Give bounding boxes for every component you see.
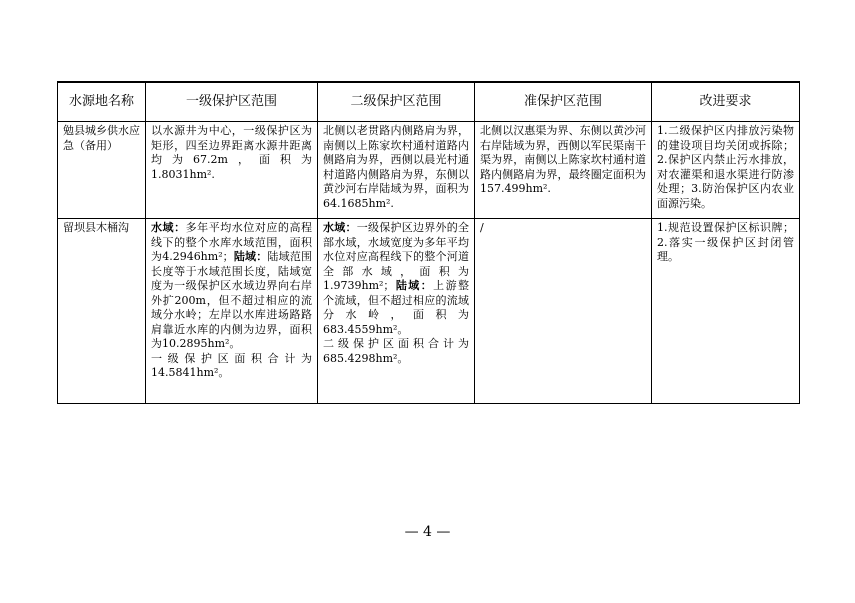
cell-source-name: 留坝县木桶沟 (58, 219, 146, 404)
cell-level2-range: 北侧以老贯路内侧路肩为界，南侧以上陈家坎村通村道路内侧路肩为界，西侧以晨光村通村道路内侧路肩为界，东侧以黄沙河右岸陆域为界，面积为64.1685hm². (318, 122, 475, 219)
level1-water-text: 水域：多年平均水位对应的高程线下的整个水库水域范围，面积为4.2946hm²；陆域：陆域范围长度等于水域范围长度，陆域宽度为一级保护区水域边界向右岸外扩200m，但不超过相应的流域分水岭；左岸以水库进场路路肩靠近水库的内侧为边界，面积为10.2895hm²。 (151, 221, 313, 350)
cell-level1-range: 以水源井为中心，一级保护区为矩形，四至边界距离水源井距离均为67.2m，面积为1.8031hm². (146, 122, 318, 219)
cell-quasi-range: 北侧以汉惠渠为界、东侧以黄沙河右岸陆域为界，西侧以军民渠南干渠为界，南侧以上陈家坎村通村道路内侧路肩为界，最终圈定面积为157.499hm². (475, 122, 652, 219)
level1-total: 一级保护区面积合计为14.5841hm²。 (151, 351, 312, 379)
level1-land-label: 陆域： (233, 250, 268, 263)
page-number: — 4 — (404, 524, 451, 540)
cell-improvement: 1.二级保护区内排放污染物的建设项目均关闭或拆除；2.保护区内禁止污水排放，对农灌渠和退水渠进行防渗处理；3.防治保护区内农业面源污染。 (652, 122, 800, 219)
header-level1-range: 一级保护区范围 (146, 82, 318, 122)
protection-zone-table (57, 81, 800, 404)
header-level2-range: 二级保护区范围 (318, 82, 475, 122)
cell-level1-range (146, 219, 318, 404)
level1-land-text: 陆域范围长度等于水域范围长度，陆域宽度为一级保护区水域边界向右岸外扩200m，但不超过相应的流域分水岭；左岸以水库进场路路肩靠近水库的内侧为边界，面积为10.2895hm²。 (151, 250, 313, 350)
header-quasi-range: 准保护区范围 (475, 82, 652, 122)
cell-quasi-range: / (475, 219, 652, 404)
level2-total: 二级保护区面积合计为685.4298hm²。 (323, 337, 469, 365)
level2-land-text: 上游整个流域，但不超过相应的流域分水岭，面积为683.4559hm²。 (323, 279, 469, 336)
table-row (58, 219, 800, 404)
cell-level2-range (318, 219, 475, 404)
cell-improvement: 1.规范设置保护区标识牌；2.落实一级保护区封闭管理。 (652, 219, 800, 404)
header-source-name: 水源地名称 (58, 82, 146, 122)
table-header-row (58, 82, 800, 122)
level1-water-label: 水域： (151, 221, 186, 234)
cell-source-name: 勉县城乡供水应急（备用） (58, 122, 146, 219)
table-row (58, 122, 800, 219)
header-improvement: 改进要求 (652, 82, 800, 122)
level2-land-label: 陆域： (394, 279, 434, 292)
level2-water-text: 水域：一级保护区边界外的全部水域，水域宽度为多年平均水位对应高程线下的整个河道全部水域，面积为1.9739hm²；陆域：上游整个流域，但不超过相应的流域分水岭，面积为683.4559hm²。 (323, 221, 469, 336)
level2-water-label: 水域： (323, 221, 357, 234)
